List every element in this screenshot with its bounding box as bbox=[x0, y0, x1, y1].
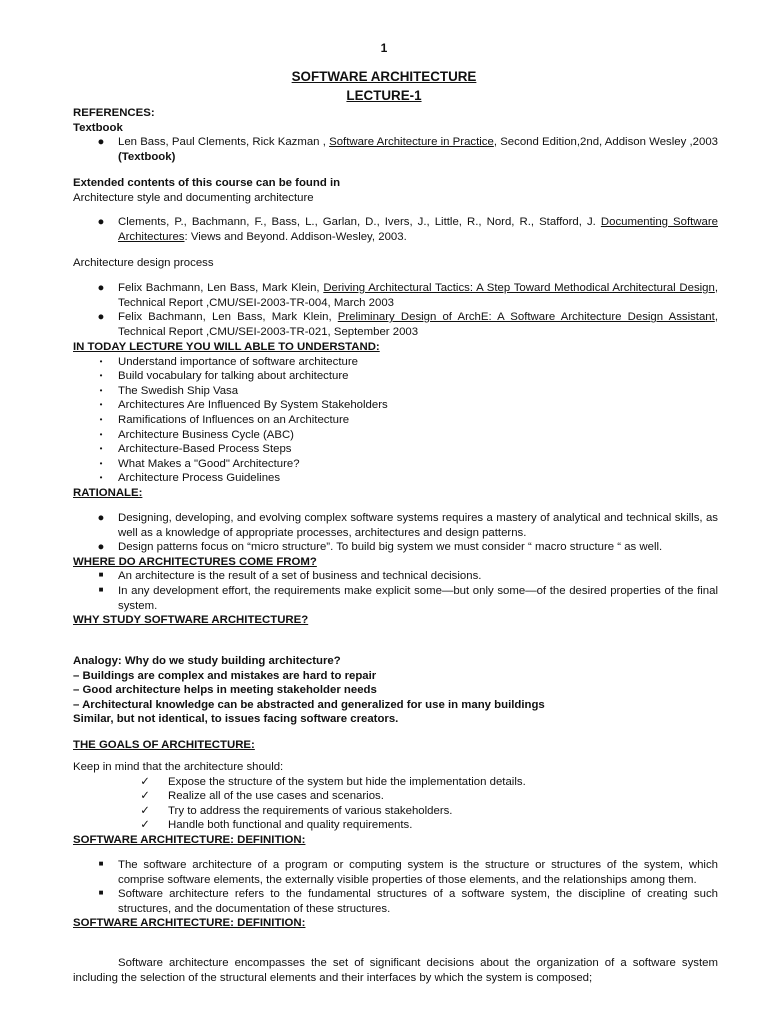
definition1-heading: SOFTWARE ARCHITECTURE: DEFINITION: bbox=[73, 833, 306, 846]
textbook-tag: (Textbook) bbox=[118, 150, 176, 163]
design-references bbox=[73, 281, 718, 339]
objectives-list bbox=[73, 355, 718, 486]
goals-heading: THE GOALS OF ARCHITECTURE: bbox=[73, 739, 255, 751]
analogy-text: Analogy: Why do we study building architecture? bbox=[73, 655, 341, 667]
list-item bbox=[73, 511, 718, 540]
goal-text: Realize all of the use cases and scenarios. bbox=[168, 790, 384, 803]
bullet-marker: • bbox=[99, 473, 103, 483]
list-item bbox=[73, 858, 718, 887]
bullet-marker: • bbox=[99, 458, 103, 468]
design-ref-title: Deriving Architectural Tactics: A Step Toward Methodical Architectural Design bbox=[323, 282, 715, 294]
design-ref-details: , Technical Report ,CMU/SEI-2003-TR-021, September 2003 bbox=[118, 311, 718, 338]
design-reference-1 bbox=[73, 281, 718, 310]
rationale-list bbox=[73, 511, 718, 555]
list-item bbox=[73, 818, 718, 833]
design-ref-title: Preliminary Design of ArchE: A Software Architecture Design Assistant bbox=[337, 311, 715, 324]
bullet-marker: ● bbox=[97, 216, 105, 228]
objective-text: Build vocabulary for talking about architecture bbox=[118, 370, 349, 383]
definition2-heading: SOFTWARE ARCHITECTURE: DEFINITION: bbox=[73, 917, 306, 930]
origins-heading: WHERE DO ARCHITECTURES COME FROM? bbox=[73, 555, 317, 568]
bullet-marker: • bbox=[99, 444, 103, 454]
textbook-label: Textbook bbox=[73, 121, 123, 134]
documenting-reference bbox=[73, 215, 718, 244]
list-item bbox=[73, 540, 718, 555]
textbook-details: , Second Edition,2nd, Addison Wesley ,2003 bbox=[493, 136, 718, 149]
goals-intro: Keep in mind that the architecture should: bbox=[73, 761, 284, 773]
list-item bbox=[73, 398, 718, 413]
design-reference-2 bbox=[73, 310, 718, 339]
analogy-line-3: – Architectural knowledge can be abstracted and generalized for use in many buildings bbox=[73, 698, 545, 711]
textbook-title: Software Architecture in Practice bbox=[329, 136, 494, 149]
bullet-marker: ● bbox=[97, 136, 105, 149]
objective-text: Understand importance of software architecture bbox=[118, 355, 358, 368]
documenting-authors: Clements, P., Bachmann, F., Bass, L., Garlan, D., Ivers, J., Little, R., Nord, R., Stafford, J. bbox=[118, 216, 596, 228]
list-item bbox=[73, 428, 718, 443]
list-item bbox=[73, 355, 718, 370]
textbook-reference bbox=[73, 135, 718, 164]
objective-text: Architecture-Based Process Steps bbox=[118, 443, 292, 456]
list-item bbox=[73, 457, 718, 472]
bullet-marker: • bbox=[99, 385, 103, 395]
document-title: SOFTWARE ARCHITECTURE bbox=[291, 69, 477, 84]
references-heading: REFERENCES: bbox=[73, 107, 155, 119]
origins-text: An architecture is the result of a set of business and technical decisions. bbox=[118, 570, 482, 583]
objective-text: Architecture Process Guidelines bbox=[118, 472, 281, 485]
page-number: 1 bbox=[380, 41, 388, 55]
analogy-line-1: – Buildings are complex and mistakes are hard to repair bbox=[73, 669, 377, 682]
rationale-heading: RATIONALE: bbox=[73, 486, 143, 499]
definition-text: The software architecture of a program or computing system is the structure or structures of the system, which comprise software elements, the externally visible properties of those elements, and the relationships among them. bbox=[118, 859, 718, 886]
definition2-section bbox=[73, 956, 718, 985]
check-icon: ✓ bbox=[140, 775, 150, 788]
design-ref-details: , Technical Report ,CMU/SEI-2003-TR-004, March 2003 bbox=[118, 282, 719, 309]
list-item bbox=[73, 471, 718, 486]
design-ref-authors: Felix Bachmann, Len Bass, Mark Klein, bbox=[118, 311, 332, 324]
check-icon: ✓ bbox=[140, 790, 150, 803]
square-marker: ■ bbox=[98, 859, 104, 868]
list-item bbox=[73, 584, 718, 613]
list-item bbox=[73, 384, 718, 399]
design-ref-authors: Felix Bachmann, Len Bass, Mark Klein, bbox=[118, 282, 320, 294]
objective-text: The Swedish Ship Vasa bbox=[118, 384, 239, 397]
objective-text: Architecture Business Cycle (ABC) bbox=[118, 428, 294, 441]
design-process-label: Architecture design process bbox=[73, 257, 214, 269]
origins-text: In any development effort, the requirements make explicit some—but only some—of the desired properties of the final system. bbox=[118, 584, 718, 612]
why-heading: WHY STUDY SOFTWARE ARCHITECTURE? bbox=[73, 614, 309, 627]
extended-contents-label: Extended contents of this course can be found in bbox=[73, 177, 341, 189]
objectives-heading: IN TODAY LECTURE YOU WILL ABLE TO UNDERSTAND: bbox=[73, 341, 380, 353]
list-item bbox=[73, 804, 718, 819]
rationale-text: Design patterns focus on “micro structure”. To build big system we must consider “ macro structure “ as well. bbox=[118, 541, 663, 554]
origins-list bbox=[73, 569, 718, 613]
similar-text: Similar, but not identical, to issues facing software creators. bbox=[73, 713, 399, 726]
bullet-marker: • bbox=[99, 400, 103, 410]
list-item bbox=[73, 369, 718, 384]
goals-body bbox=[73, 760, 718, 848]
why-section bbox=[73, 654, 718, 727]
list-item bbox=[73, 442, 718, 457]
square-marker: ■ bbox=[98, 888, 104, 898]
documenting-reference-item bbox=[73, 215, 718, 244]
bullet-marker: ● bbox=[97, 512, 105, 524]
rationale-text: Designing, developing, and evolving complex software systems requires a mastery of analytical and technical skills, as well as a knowledge of appropriate processes, architectures and design patterns. bbox=[118, 512, 718, 539]
check-icon: ✓ bbox=[140, 804, 150, 817]
list-item bbox=[73, 413, 718, 428]
goal-text: Expose the structure of the system but hide the implementation details. bbox=[168, 775, 526, 788]
list-item bbox=[73, 775, 718, 790]
textbook-authors: Len Bass, Paul Clements, Rick Kazman , bbox=[118, 136, 326, 149]
bullet-marker: ● bbox=[97, 282, 105, 294]
bullet-marker: ● bbox=[97, 541, 105, 554]
goal-text: Handle both functional and quality requirements. bbox=[168, 819, 413, 832]
document-subtitle: LECTURE-1 bbox=[346, 88, 422, 103]
definition1-section bbox=[73, 858, 718, 931]
list-item bbox=[73, 569, 718, 584]
definition-text: Software architecture refers to the fundamental structures of a software system, the discipline of creating such structures, and the documentation of these structures. bbox=[118, 888, 718, 915]
objective-text: Architectures Are Influenced By System Stakeholders bbox=[118, 399, 388, 412]
architecture-style-label: Architecture style and documenting architecture bbox=[73, 192, 314, 204]
rationale-section bbox=[73, 511, 718, 628]
documenting-details: : Views and Beyond. Addison-Wesley, 2003. bbox=[184, 230, 407, 243]
references-section bbox=[73, 106, 718, 164]
definition1-list bbox=[73, 858, 718, 916]
square-marker: ■ bbox=[98, 584, 104, 594]
check-icon: ✓ bbox=[140, 819, 150, 832]
goal-text: Try to address the requirements of various stakeholders. bbox=[168, 804, 453, 817]
square-marker: ■ bbox=[98, 570, 104, 580]
bullet-marker: ● bbox=[97, 311, 105, 324]
list-item bbox=[73, 887, 718, 916]
analogy-line-2: – Good architecture helps in meeting stakeholder needs bbox=[73, 684, 377, 697]
goals-section bbox=[73, 738, 718, 753]
goals-list bbox=[73, 775, 718, 833]
objectives-section bbox=[73, 340, 718, 501]
bullet-marker: • bbox=[99, 371, 103, 381]
documenting-title: Documenting Software Architectures bbox=[118, 216, 718, 243]
bullet-marker: • bbox=[99, 414, 103, 424]
definition2-paragraph: Software architecture encompasses the set of significant decisions about the organization of a software system including the selection of the structural elements and their interfaces by which the system is composed; bbox=[73, 957, 718, 984]
bullet-marker: • bbox=[99, 429, 103, 439]
objective-text: Ramifications of Influences on an Architecture bbox=[118, 413, 350, 426]
list-item bbox=[73, 789, 718, 804]
bullet-marker: • bbox=[99, 356, 103, 366]
objective-text: What Makes a "Good" Architecture? bbox=[118, 457, 300, 470]
